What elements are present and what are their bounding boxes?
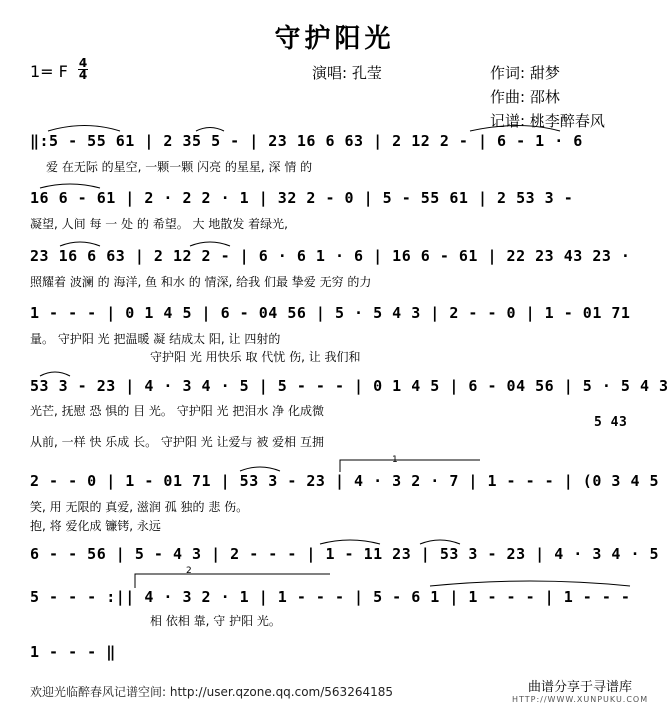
tie-arc <box>420 540 460 544</box>
lyrics-line-1: 爱 在无际 的星空, 一颗一颗 闪亮 的星星, 深 情 的 <box>46 160 313 174</box>
score-line-2: 16 6 - 61 | 2 · 2 2 · 1 | 32 2 - 0 | 5 - 55 61 | 2 53 3 - <box>30 189 574 207</box>
tie-arc <box>320 540 380 544</box>
volta-1-bracket <box>340 460 480 472</box>
lyrics-line-8: 相 依相 靠, 守 护阳 光。 <box>150 614 281 628</box>
score-line-7: 6 - - 56 | 5 - 4 3 | 2 - - - | 1 - 11 23 | 53 3 - 23 | 4 · 3 4 · 5 <box>30 545 660 563</box>
time-signature-bottom: 4 <box>78 68 88 82</box>
volta-2-bracket <box>135 574 330 588</box>
tie-arc <box>240 467 280 471</box>
footer-watermark-url: HTTP://WWW.XUNPUKU.COM <box>512 695 649 704</box>
score-line-8: 5 - - - :|| 4 · 3 2 · 1 | 1 - - - | 5 - 6 1 | 1 - - - | 1 - - - <box>30 588 631 606</box>
tie-arc <box>196 128 224 132</box>
song-title: 守护阳光 <box>274 24 395 54</box>
lyrics-line-5-verse-2: 从前, 一样 快 乐成 长。 守护阳 光 让爱与 被 爱相 互拥 <box>30 435 324 449</box>
volta-1-label: 1 <box>392 455 398 465</box>
tie-arc <box>40 372 70 376</box>
lyrics-line-5-verse-1: 光芒, 抚慰 恐 惧的 目 光。 守护阳 光 把泪水 净 化成微 <box>30 404 324 418</box>
lyrics-line-2: 凝望, 人间 每 一 处 的 希望。 大 地散发 着绿光, <box>30 217 288 231</box>
score-line-1: ‖:5 - 55 61 | 2 35 5 - | 23 16 6 63 | 2 12 2 - | 6 - 1 · 6 <box>30 132 583 150</box>
time-signature-top: 4 <box>78 56 88 70</box>
score-line-4: 1 - - - | 0 1 4 5 | 6 - 04 56 | 5 · 5 4 3 | 2 - - 0 | 1 - 01 71 <box>30 304 631 322</box>
score-line-5: 53 3 - 23 | 4 · 3 4 · 5 | 5 - - - | 0 1 4 5 | 6 - 04 56 | 5 · 5 4 3 <box>30 377 669 395</box>
score-line-9: 1 - - - ‖ <box>30 643 116 661</box>
tie-arc <box>190 242 230 246</box>
score-line-3: 23 16 6 63 | 2 12 2 - | 6 · 6 1 · 6 | 16 6 - 61 | 22 23 43 23 · <box>30 247 631 265</box>
volta-2-label: 2 <box>186 566 192 576</box>
lyrics-line-6-verse-1: 笑, 用 无限的 真爱, 滋润 孤 独的 悲 伤。 <box>30 500 249 514</box>
tie-arc <box>48 126 120 132</box>
lyrics-line-4-verse-2: 守护阳 光 用快乐 取 代忧 伤, 让 我们和 <box>150 350 361 364</box>
transcriber: 记谱: 桃李醉春风 <box>490 112 605 130</box>
performer: 演唱: 孔莹 <box>312 64 382 82</box>
lyrics-line-6-verse-2: 抱, 将 爱化成 镰铐, 永远 <box>30 519 161 533</box>
tie-arc <box>40 184 100 188</box>
composer: 作曲: 邵林 <box>490 88 560 106</box>
footer-watermark: 曲谱分享于寻谱库 <box>527 680 632 695</box>
lyrics-line-3: 照耀着 波澜 的 海洋, 鱼 和水 的 情深, 给我 们最 挚爱 无穷 的力 <box>30 275 372 289</box>
score-line-6: 2 - - 0 | 1 - 01 71 | 53 3 - 23 | 4 · 3 2 · 7 | 1 - - - | (0 3 4 5 <box>30 472 660 490</box>
footer-credit: 欢迎光临醉春风记谱空间: http://user.qzone.qq.com/563264185 <box>30 685 394 699</box>
alt-notes: 5 43 <box>594 415 628 430</box>
tie-arc <box>60 242 100 246</box>
tie-arc <box>470 126 560 132</box>
lyrics-line-4-verse-1: 量。 守护阳 光 把温暖 凝 结成太 阳, 让 四射的 <box>30 332 281 346</box>
key-signature: 1= F <box>30 62 68 81</box>
lyricist: 作词: 甜梦 <box>490 64 560 82</box>
tie-arc <box>430 581 630 586</box>
